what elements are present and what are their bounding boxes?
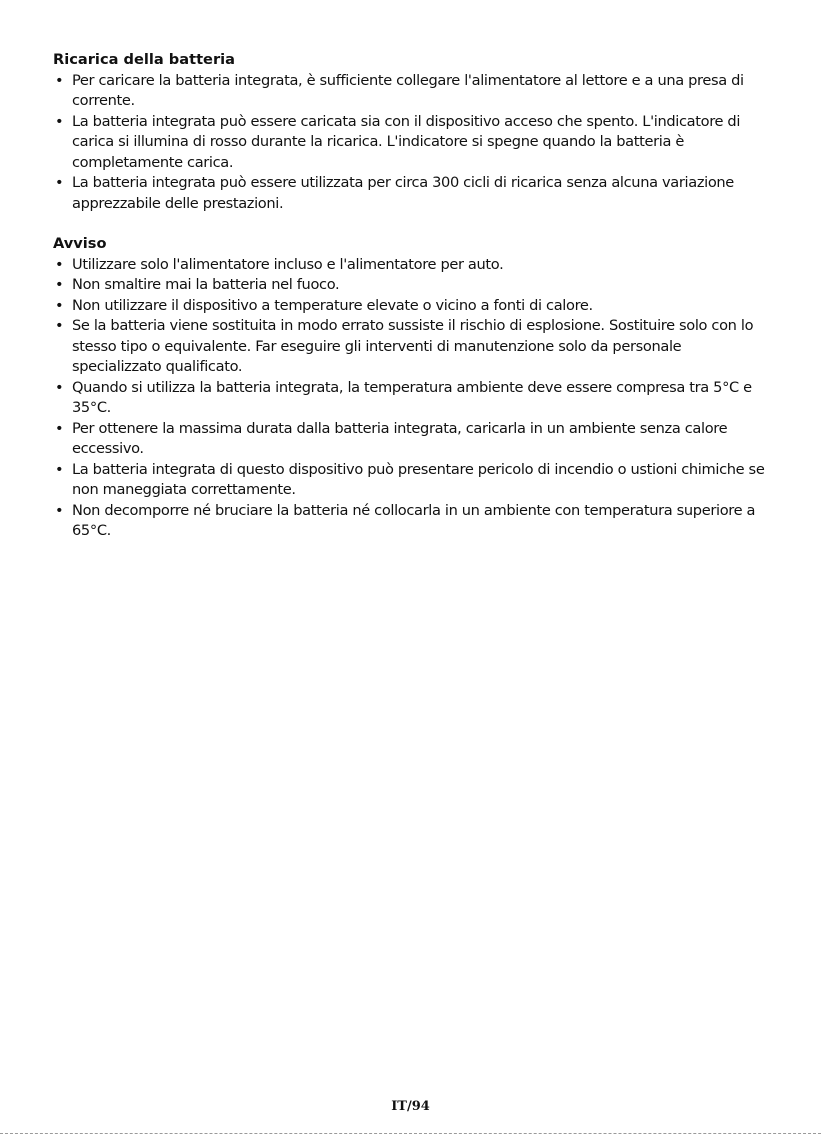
list-item: • La batteria integrata può essere utilizzata per circa 300 cicli di ricarica senza alcuna variazione apprezzabile delle prestazioni. (53, 173, 765, 214)
section-title: Ricarica della batteria (53, 51, 235, 68)
list-item: • Per ottenere la massima durata dalla batteria integrata, caricarla in un ambiente senza calore eccessivo. (53, 419, 765, 460)
list-item: • La batteria integrata di questo dispositivo può presentare pericolo di incendio o ustioni chimiche se non maneggiata correttamente. (53, 460, 765, 501)
section-battery-charging (53, 50, 765, 214)
section-title: Avviso (53, 235, 107, 252)
bullet-list (53, 71, 765, 215)
list-item: • Quando si utilizza la batteria integrata, la temperatura ambiente deve essere compresa tra 5°C e 35°C. (53, 378, 765, 419)
section-warning (53, 234, 765, 542)
page-number: IT/94 (391, 1099, 430, 1114)
list-item: • Non smaltire mai la batteria nel fuoco. (53, 275, 765, 296)
bullet-list (53, 255, 765, 542)
list-item: • Non utilizzare il dispositivo a temperature elevate o vicino a fonti di calore. (53, 296, 765, 317)
list-item: • Se la batteria viene sostituita in modo errato sussiste il rischio di esplosione. Sostituire solo con lo stesso tipo o equivalente. Far eseguire gli interventi di manutenzione solo da personale specializzato qualificato. (53, 316, 765, 378)
list-item: • Non decomporre né bruciare la batteria né collocarla in un ambiente con temperatura superiore a 65°C. (53, 501, 765, 542)
page-content (53, 50, 765, 562)
list-item: • Per caricare la batteria integrata, è sufficiente collegare l'alimentatore al lettore e a una presa di corrente. (53, 71, 765, 112)
list-item: • Utilizzare solo l'alimentatore incluso e l'alimentatore per auto. (53, 255, 765, 276)
list-item: • La batteria integrata può essere caricata sia con il dispositivo acceso che spento. L'indicatore di carica si illumina di rosso durante la ricarica. L'indicatore si spegne quando la batteria è completamente carica. (53, 112, 765, 174)
bottom-divider (0, 1133, 821, 1134)
